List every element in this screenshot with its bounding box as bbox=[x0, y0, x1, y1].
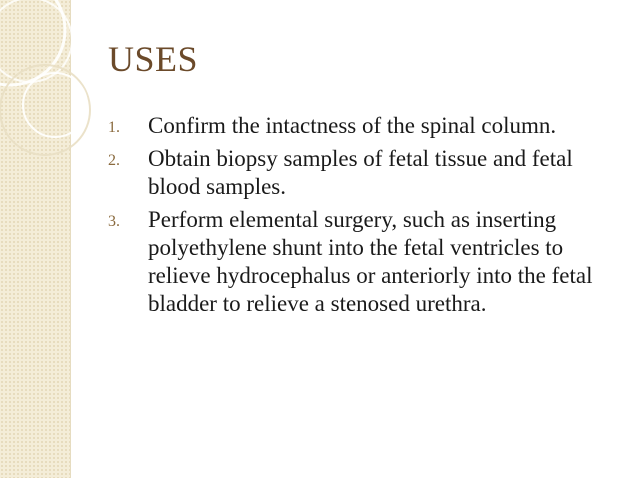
decorative-swirl-circles bbox=[0, 0, 120, 200]
list-item-number: 3. bbox=[108, 213, 120, 230]
list-item-number: 1. bbox=[108, 119, 120, 136]
swirl-circle-4 bbox=[23, 73, 87, 137]
list-item-text: Obtain biopsy samples of fetal tissue and fetal blood samples. bbox=[148, 146, 573, 199]
list-item-text: Perform elemental surgery, such as inserting polyethylene shunt into the fetal ventricles to relieve hydrocephalus or anteriorly into the fetal bladder to relieve a stenosed urethra. bbox=[148, 207, 593, 316]
slide-title: USES bbox=[108, 39, 199, 79]
list-item-text: Confirm the intactness of the spinal column. bbox=[148, 113, 557, 138]
list-item-number: 2. bbox=[108, 152, 120, 169]
list-item bbox=[108, 145, 618, 201]
numbered-list bbox=[108, 112, 618, 323]
list-item bbox=[108, 206, 618, 318]
list-item bbox=[108, 112, 618, 140]
swirl-circle-2 bbox=[0, 0, 72, 82]
